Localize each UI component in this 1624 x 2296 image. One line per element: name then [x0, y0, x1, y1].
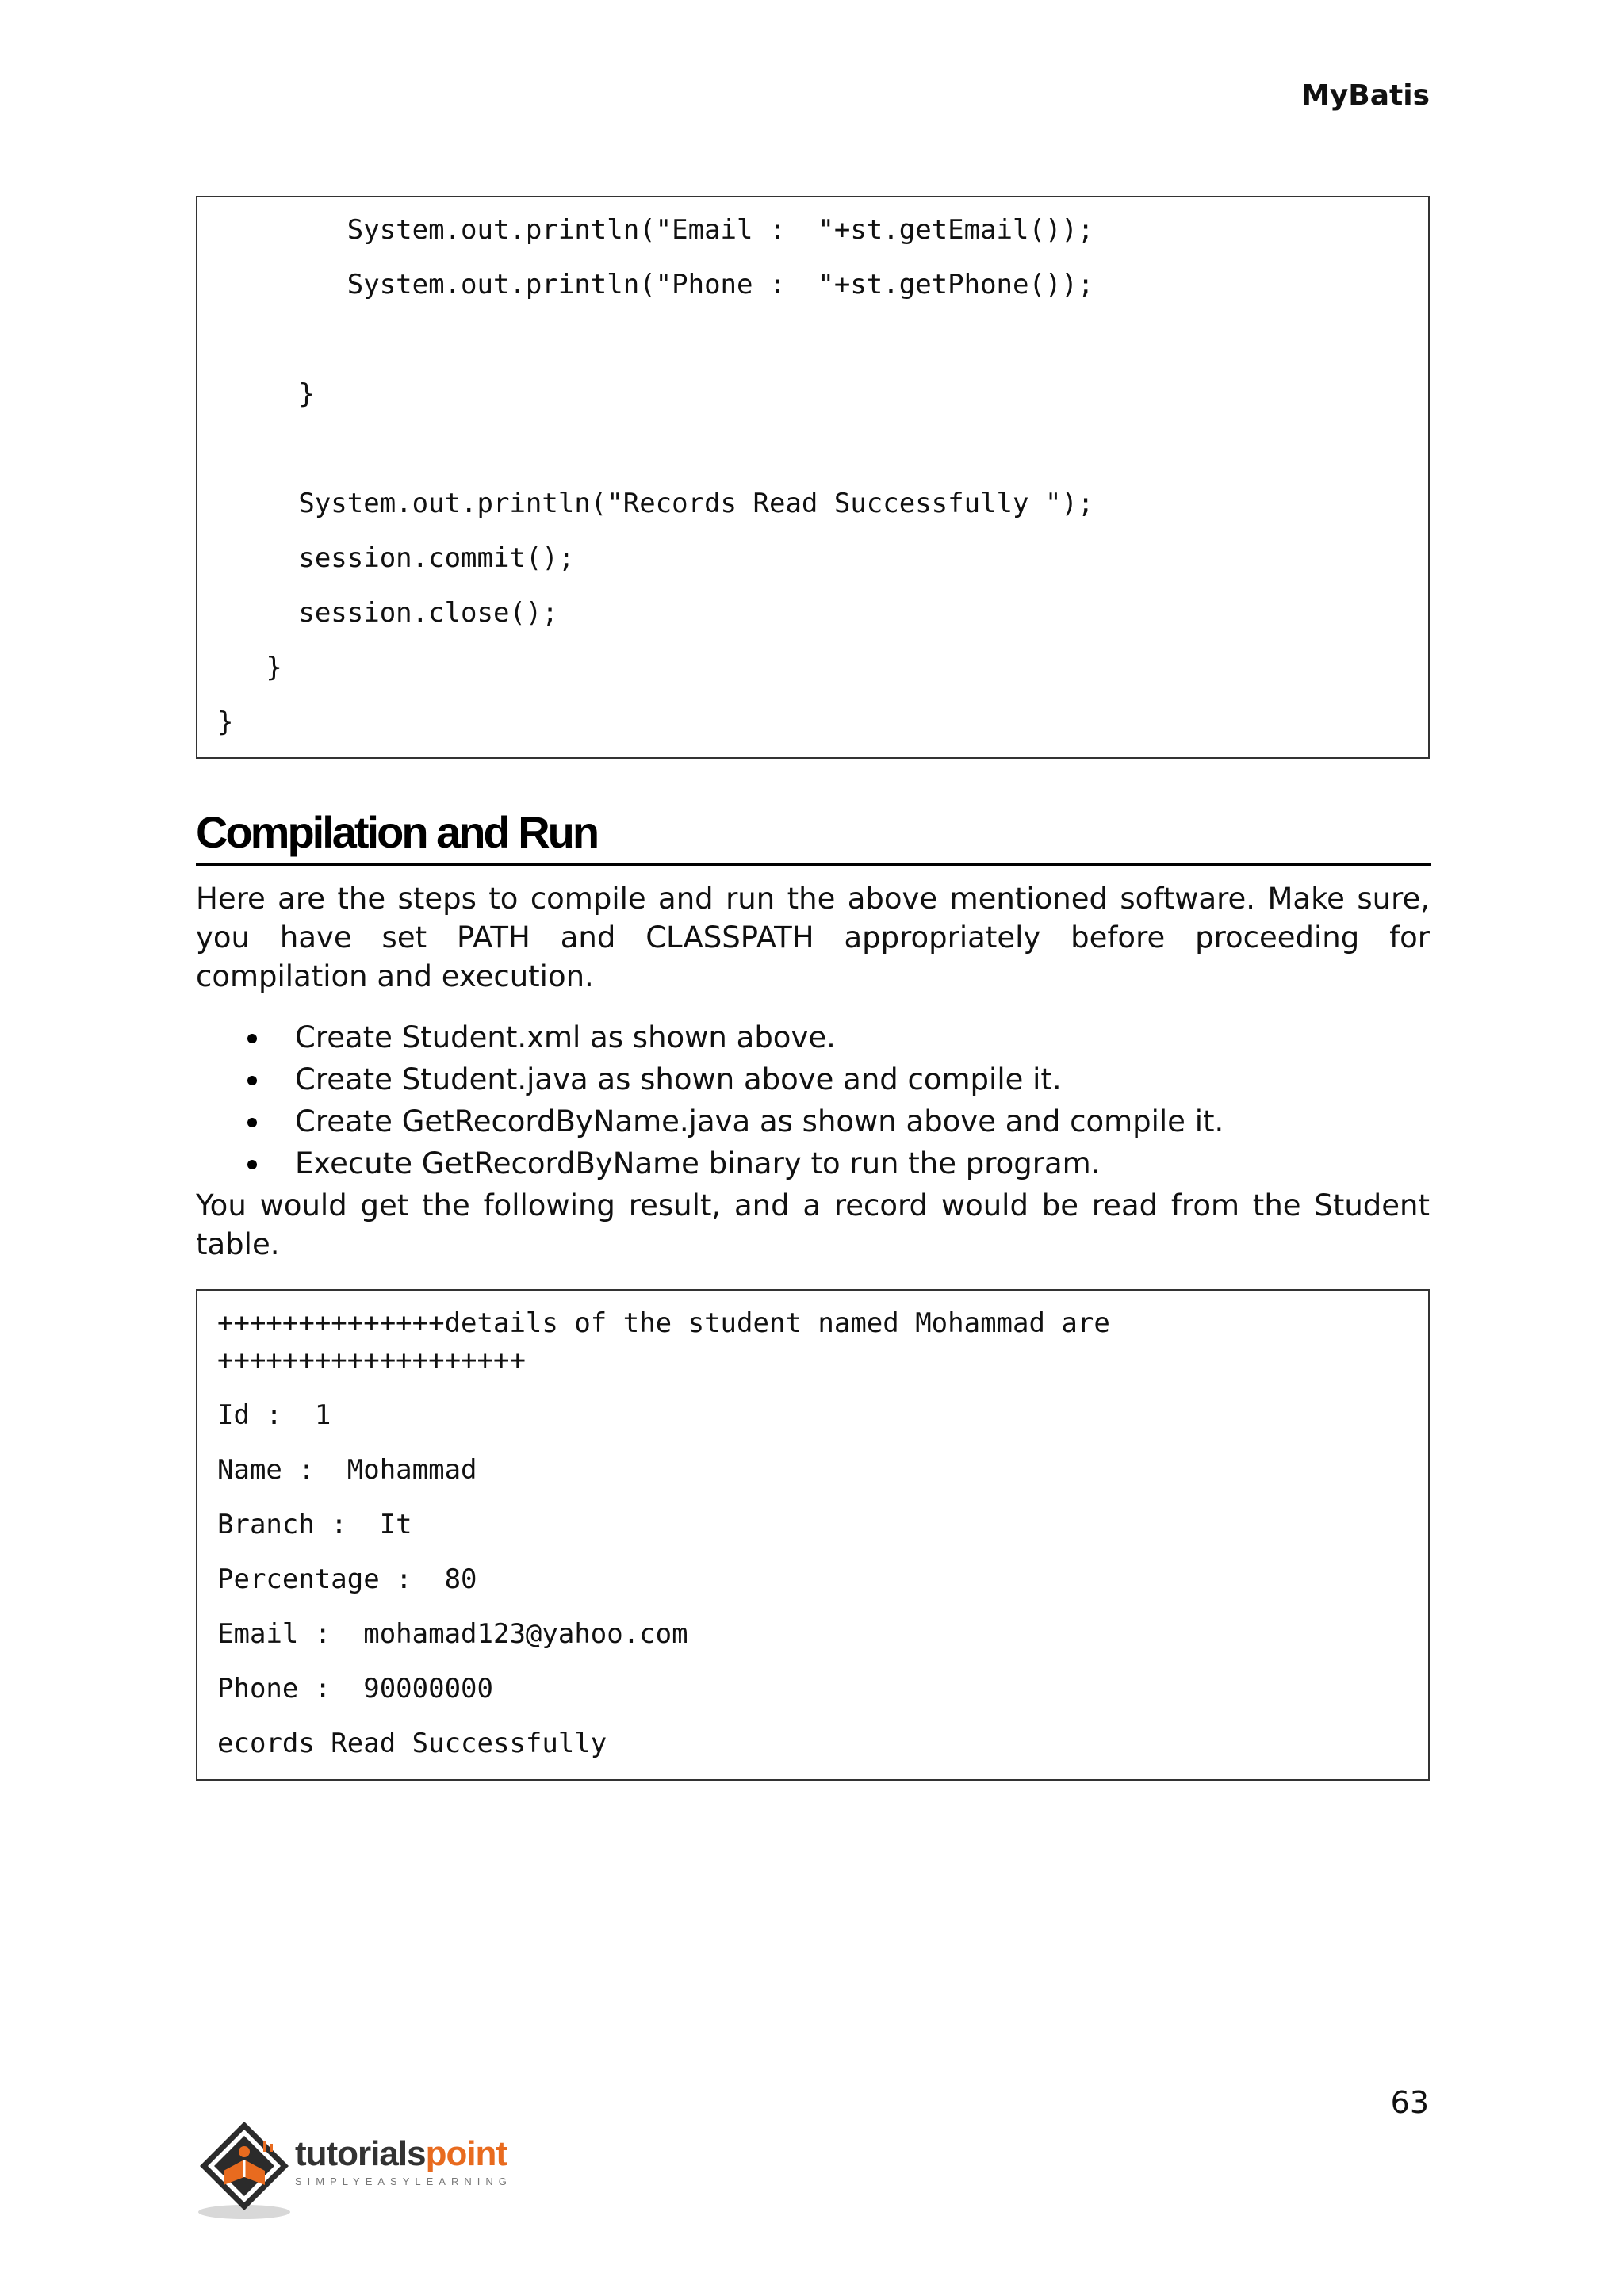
paragraph-line: You would get the following result, and a record would be read from the Student [196, 1188, 1430, 1223]
output-line: Name : Mohammad [217, 1454, 477, 1486]
section-heading: Compilation and Run [196, 805, 1431, 866]
output-line: Id : 1 [217, 1399, 331, 1431]
paragraph-line: you have set PATH and CLASSPATH appropriately before proceeding for [196, 920, 1430, 955]
bullet-icon [247, 1118, 257, 1127]
code-line: System.out.println("Email : "+st.getEmail()); [217, 214, 1094, 246]
code-block-top [196, 196, 1430, 759]
output-block [196, 1289, 1430, 1781]
bullet-icon [247, 1160, 257, 1169]
list-item [238, 1058, 1224, 1100]
page-number: 63 [1390, 2085, 1429, 2120]
code-line: session.close(); [217, 597, 558, 629]
list-item-text: Create Student.xml as shown above. [295, 1020, 836, 1054]
tutorialspoint-logo [197, 2118, 546, 2221]
code-line: } [217, 378, 315, 410]
bullet-icon [247, 1034, 257, 1043]
list-item-text: Execute GetRecordByName binary to run the program. [295, 1146, 1101, 1181]
result-paragraph [196, 1186, 1430, 1264]
output-line: Branch : It [217, 1509, 412, 1540]
output-line: ++++++++++++++details of the student named Mohammad are [217, 1307, 1110, 1339]
logo-tagline: SIMPLYEASYLEARNING [295, 2175, 512, 2187]
code-line: } [217, 652, 282, 683]
logo-wordmark-b: point [425, 2134, 508, 2173]
output-line: Email : mohamad123@yahoo.com [217, 1618, 688, 1650]
output-line: ecords Read Successfully [217, 1728, 607, 1759]
paragraph-line: table. [196, 1227, 280, 1261]
code-line: } [217, 706, 234, 738]
output-line: Phone : 90000000 [217, 1673, 493, 1705]
logo-mark-icon [197, 2118, 300, 2221]
steps-list [238, 1016, 1224, 1184]
paragraph-line: compilation and execution. [196, 959, 594, 993]
list-item-text: Create GetRecordByName.java as shown above and compile it. [295, 1104, 1224, 1138]
code-line: System.out.println("Records Read Successfully "); [217, 488, 1094, 519]
output-line: Percentage : 80 [217, 1563, 477, 1595]
intro-paragraph [196, 879, 1430, 996]
logo-wordmark-a: tutorials [295, 2134, 426, 2173]
list-item [238, 1016, 1224, 1058]
code-line: System.out.println("Phone : "+st.getPhone()); [217, 269, 1094, 300]
list-item [238, 1142, 1224, 1184]
running-header: MyBatis [1301, 79, 1430, 112]
list-item-text: Create Student.java as shown above and compile it. [295, 1062, 1062, 1096]
code-line: session.commit(); [217, 542, 575, 574]
list-item [238, 1100, 1224, 1142]
paragraph-line: Here are the steps to compile and run the above mentioned software. Make sure, [196, 882, 1430, 916]
bullet-icon [247, 1076, 257, 1085]
output-line: +++++++++++++++++++ [217, 1345, 526, 1376]
logo-wordmark [295, 2134, 507, 2174]
